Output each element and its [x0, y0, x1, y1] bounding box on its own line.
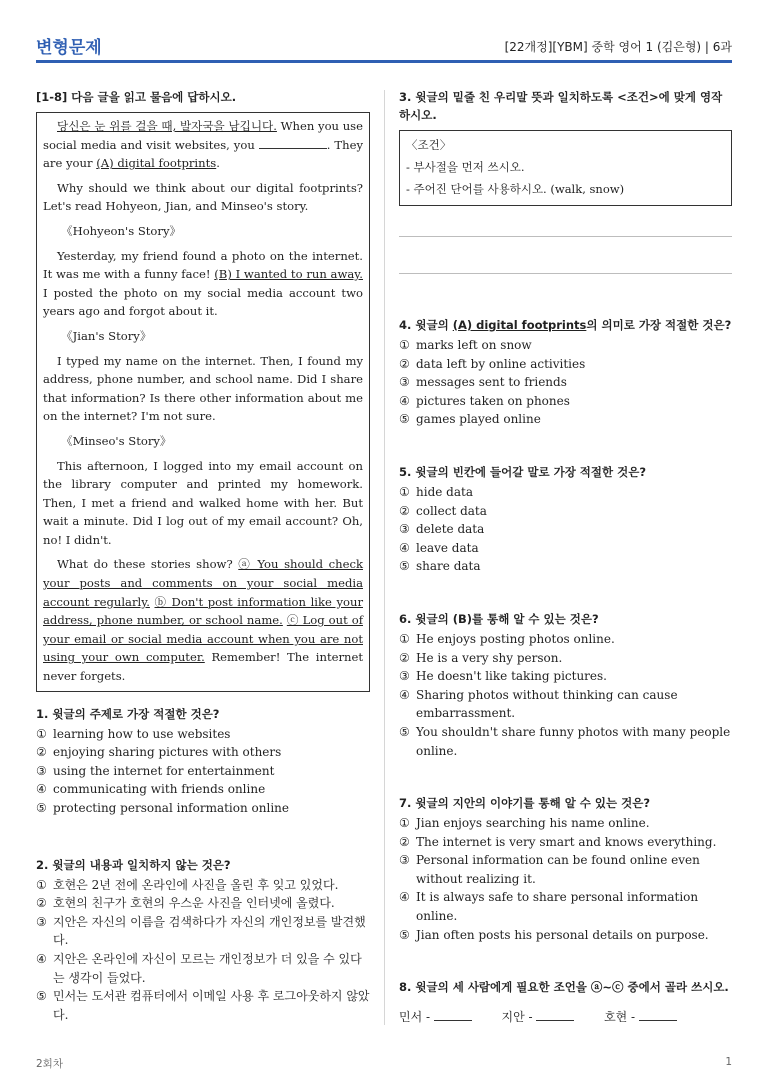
marker-b: (B) I wanted to run away. — [214, 267, 363, 282]
answer-blank[interactable] — [639, 1009, 677, 1021]
option[interactable]: ④ Sharing photos without thinking can cause embarrassment. — [399, 687, 678, 721]
option[interactable]: ① Jian enjoys searching his name online. — [399, 816, 650, 831]
passage-paragraph-2: Why should we think about our digital footprints? Let's read Hohyeon, Jian, and Minseo's story. — [43, 180, 363, 214]
question-2-head: 2. 윗글의 내용과 일치하지 않는 것은? — [36, 857, 231, 872]
option[interactable]: ① 호현은 2년 전에 온라인에 사진을 올린 후 잊고 있었다. — [36, 877, 339, 892]
question-1 — [36, 705, 370, 818]
question-3 — [399, 88, 732, 274]
answer-blank[interactable] — [536, 1009, 574, 1021]
option[interactable]: ① He enjoys posting photos online. — [399, 631, 615, 646]
header-course-info: [22개정][YBM] 중학 영어 1 (김은형) | 6과 — [504, 40, 732, 54]
answer-label-jian: 지안 - — [501, 1010, 537, 1025]
story-heading-hohyeon: 《Hohyeon's Story》 — [61, 223, 182, 238]
question-5 — [399, 463, 732, 576]
answer-line[interactable] — [399, 273, 732, 274]
option[interactable]: ② enjoying sharing pictures with others — [36, 745, 282, 760]
footer-page-number: 1 — [725, 1056, 732, 1068]
question-4-head: 4. 윗글의 (A) digital footprints의 의미로 가장 적절한 것은? — [399, 318, 732, 332]
question-1-options — [36, 725, 370, 818]
question-2 — [36, 856, 370, 1025]
option[interactable]: ③ 지안은 자신의 이름을 검색하다가 자신의 개인정보를 발견했다. — [36, 914, 366, 948]
reading-passage — [36, 112, 370, 692]
advice-a: ⓐ You should check your posts and comments on your social media account regularly. — [43, 557, 363, 609]
option[interactable]: ④ communicating with friends online — [36, 782, 266, 797]
answer-blank[interactable] — [434, 1009, 472, 1021]
option[interactable]: ④ pictures taken on phones — [399, 393, 570, 408]
option[interactable]: ⑤ protecting personal information online — [36, 801, 289, 815]
question-4 — [399, 316, 732, 429]
left-column — [36, 88, 370, 1024]
option[interactable]: ③ Personal information can be found online even without realizing it. — [399, 853, 700, 886]
option[interactable]: ⑤ share data — [399, 559, 481, 574]
option[interactable]: ⑤ You shouldn't share funny photos with many people online. — [399, 724, 731, 758]
answer-line[interactable] — [399, 236, 732, 237]
question-7 — [399, 794, 732, 944]
column-divider — [384, 90, 385, 1025]
advice-b: ⓑ Don't post information like your address, phone number, or school name. — [43, 594, 363, 628]
question-7-head: 7. 윗글의 지안의 이야기를 통해 알 수 있는 것은? — [399, 796, 651, 811]
story-heading-jian: 《Jian's Story》 — [61, 328, 152, 343]
header-rule — [36, 60, 732, 63]
answer-label-minseo: 민서 - — [399, 1010, 434, 1025]
header-title: 변형문제 — [36, 38, 102, 58]
option[interactable]: ② data left by online activities — [399, 356, 586, 371]
section-instruction: [1-8] 다음 글을 읽고 물음에 답하시오. — [36, 90, 237, 104]
story-heading-minseo: 《Minseo's Story》 — [61, 433, 172, 448]
option[interactable]: ③ using the internet for entertainment — [36, 763, 275, 778]
option[interactable]: ⑤ games played online — [399, 412, 541, 427]
marker-a: (A) digital footprints — [96, 156, 217, 171]
option[interactable]: ① learning how to use websites — [36, 726, 231, 741]
option[interactable]: ② He is a very shy person. — [399, 650, 563, 665]
condition-item: - 주어진 단어를 사용하시오. (walk, snow) — [406, 182, 625, 196]
option[interactable]: ⑤ Jian often posts his personal details on purpose. — [399, 927, 709, 942]
option[interactable]: ④ leave data — [399, 540, 479, 555]
option[interactable]: ② collect data — [399, 503, 487, 518]
underlined-korean-sentence: 당신은 눈 위를 걸을 때, 발자국을 남깁니다. — [57, 119, 277, 133]
question-7-options — [399, 814, 732, 944]
right-column — [399, 88, 732, 1025]
advice-c: ⓒ Log out of your email or social media account when you are not using your own computer. — [43, 613, 363, 665]
answer-label-hohyeon: 호현 - — [604, 1010, 639, 1025]
option[interactable]: ③ messages sent to friends — [399, 375, 567, 390]
question-8-answers — [399, 1008, 732, 1025]
question-4-options — [399, 336, 732, 429]
footer-session: 2회차 — [36, 1058, 63, 1070]
answer-blank — [259, 137, 327, 149]
option[interactable]: ④ It is always safe to share personal information online. — [399, 890, 699, 924]
option[interactable]: ③ delete data — [399, 522, 485, 537]
option[interactable]: ① hide data — [399, 484, 473, 499]
question-2-options — [36, 876, 370, 1025]
option[interactable]: ② 호현의 친구가 호현의 우스운 사진을 인터넷에 올렸다. — [36, 896, 335, 911]
passage-paragraph-4: I typed my name on the internet. Then, I found my address, phone number, and school name. Did I share that information? Is there other information about me on the internet? I'm not sure. — [43, 353, 363, 424]
option[interactable]: ③ He doesn't like taking pictures. — [399, 669, 607, 684]
condition-title: 〈조건〉 — [406, 138, 452, 152]
question-5-head: 5. 윗글의 빈칸에 들어갈 말로 가장 적절한 것은? — [399, 464, 647, 479]
condition-box — [399, 130, 732, 206]
option[interactable]: ④ 지안은 온라인에 자신이 모르는 개인정보가 더 있을 수 있다는 생각이 들었다. — [36, 951, 362, 985]
option[interactable]: ② The internet is very smart and knows everything. — [399, 834, 717, 849]
question-6-options — [399, 630, 732, 760]
passage-paragraph-3: Yesterday, my friend found a photo on the internet. It was me with a funny face! (B) I wanted to run away. I posted the photo on my social media account two years ago and forgot about it. — [43, 248, 363, 319]
question-5-options — [399, 483, 732, 576]
option[interactable]: ⑤ 민서는 도서관 컴퓨터에서 이메일 사용 후 로그아웃하지 않았다. — [36, 989, 370, 1022]
question-3-head: 3. 윗글의 밑줄 친 우리말 뜻과 일치하도록 <조건>에 맞게 영작하시오. — [399, 90, 723, 122]
question-6-head: 6. 윗글의 (B)를 통해 알 수 있는 것은? — [399, 611, 599, 626]
passage-paragraph-5: This afternoon, I logged into my email account on the library computer and printed my homework. Then, I met a friend and walked home with her. But wait a minute. Did I log out of my email account? Oh, no! I didn't. — [43, 458, 363, 547]
question-1-head: 1. 윗글의 주제로 가장 적절한 것은? — [36, 706, 220, 721]
passage-paragraph-1: 당신은 눈 위를 걸을 때, 발자국을 남깁니다. When you use social media and visit websites, you . They are your (A) digital footprints. — [43, 119, 363, 171]
question-8-head: 8. 윗글의 세 사람에게 필요한 조언을 ⓐ~ⓒ 중에서 골라 쓰시오. — [399, 980, 729, 995]
condition-item: - 부사절을 먼저 쓰시오. — [406, 160, 525, 174]
question-6 — [399, 610, 732, 760]
option[interactable]: ① marks left on snow — [399, 338, 532, 352]
passage-paragraph-6: What do these stories show? ⓐ You should check your posts and comments on your social media account regularly. ⓑ Don't post information like your address, phone number, or school name. ⓒ Log out of your email or social media account when you are not using your own computer. Remember! The internet never forgets. — [43, 557, 364, 684]
question-8 — [399, 978, 732, 1025]
